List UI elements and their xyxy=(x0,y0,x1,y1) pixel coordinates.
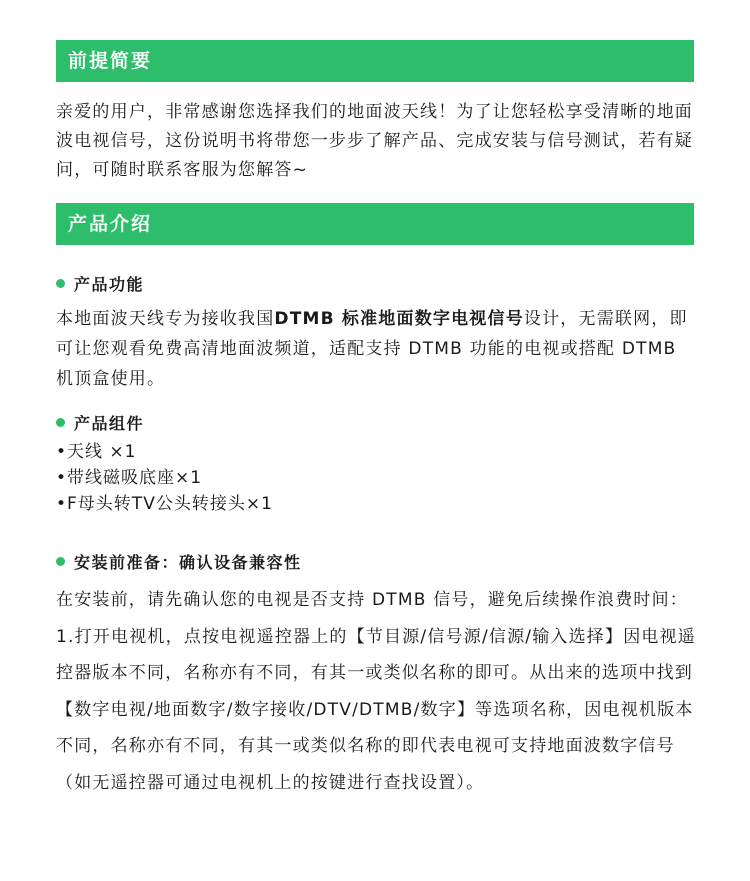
product-function-paragraph xyxy=(56,304,696,394)
function-text-end: 设计，无需联网，即可让您观看免费高清地面波频道，适配支持 DTMB 功能的电视或搭配 DTMB 机顶盒使用。 xyxy=(56,309,688,389)
preparation-intro: 在安装前，请先确认您的电视是否支持 DTMB 信号，避免后续操作浪费时间： xyxy=(56,590,689,610)
subheading-product-function xyxy=(56,272,144,295)
section-title-product-intro: 产品介绍 xyxy=(68,213,153,235)
list-item: •带线磁吸底座×1 xyxy=(56,468,203,488)
function-text-bold: DTMB 标准地面数字电视信号 xyxy=(274,309,524,329)
preface-paragraph: 亲爱的用户，非常感谢您选择我们的地面波天线！为了让您轻松享受清晰的地面波电视信号，这份说明书将带您一步步了解产品、完成安装与信号测试，若有疑问，可随时联系客服为您解答~ xyxy=(56,102,693,180)
bullet-dot-icon xyxy=(56,557,65,566)
list-item: •天线 ×1 xyxy=(56,442,137,462)
preparation-content xyxy=(56,582,696,801)
section-title-preface: 前提简要 xyxy=(68,50,153,72)
bullet-dot-icon xyxy=(56,418,65,427)
section-banner-product-intro xyxy=(56,203,694,245)
components-list xyxy=(56,439,273,517)
function-text-start: 本地面波天线专为接收我国 xyxy=(56,309,275,329)
bullet-dot-icon xyxy=(56,279,65,288)
subheading-label: 产品组件 xyxy=(74,414,145,433)
preparation-step-1: 1.打开电视机，点按电视遥控器上的【节目源/信号源/信源/输入选择】因电视遥控器版本不同，名称亦有不同，有其一或类似名称的即可。从出来的选项中找到【数字电视/地面数字/数字接收/DTV/DTMB/数字】等选项名称，因电视机版本不同，名称亦有不同，有其一或类似名称的即代表电视可支持地面波数字信号（如无遥控器可通过电视机上的按键进行查找设置）。 xyxy=(56,626,697,793)
section-banner-preface xyxy=(56,40,694,82)
list-item: •F母头转TV公头转接头×1 xyxy=(56,494,273,514)
subheading-installation-preparation xyxy=(56,550,302,573)
subheading-product-components xyxy=(56,411,144,434)
subheading-label: 产品功能 xyxy=(74,275,145,294)
subheading-label: 安装前准备：确认设备兼容性 xyxy=(74,553,302,572)
